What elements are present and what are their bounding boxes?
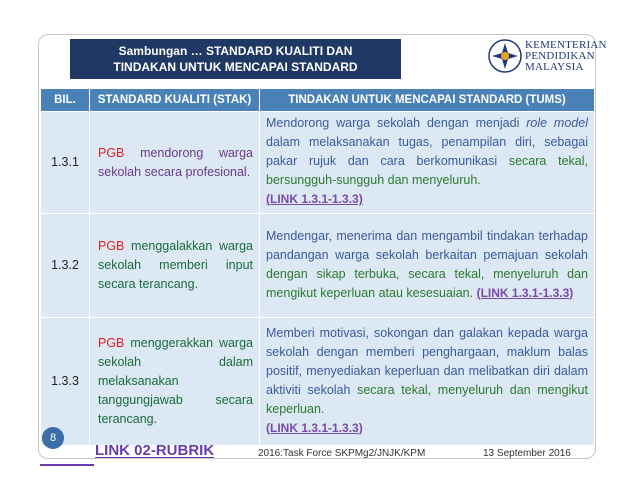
slide-title-line1: Sambungan … STANDARD KUALITI DAN — [118, 44, 353, 58]
ministry-emblem-icon — [488, 39, 522, 73]
row-bil: 1.3.2 — [41, 214, 90, 318]
tums-link[interactable]: (LINK 1.3.1-1.3.3) — [266, 192, 363, 206]
stak-text: menggalakkan warga sekolah memberi input secara terancang. — [98, 239, 253, 291]
row-bil: 1.3.3 — [41, 318, 90, 446]
tums-text: Memberi motivasi, sokongan dan galakan kepada warga sekolah dengan memberi penghargaan, maklum balas positif, menyediakan keperluan dan melibatkan diri dalam aktiviti sekolah — [266, 325, 588, 397]
pgb-label: PGB — [98, 145, 125, 160]
rubrik-link[interactable]: LINK 02-RUBRIK — [95, 442, 215, 459]
row-tums — [260, 214, 595, 318]
tums-text: Mendengar, menerima dan mengambil tindakan terhadap pandangan warga sekolah berkaitan pemajuan sekolah — [266, 228, 588, 262]
row-bil: 1.3.1 — [41, 112, 90, 214]
pgb-label: PGB — [98, 336, 125, 350]
footer-date: 13 September 2016 — [483, 448, 571, 459]
tums-link[interactable]: (LINK 1.3.1-1.3.3) — [476, 285, 574, 300]
col-header-tums: TINDAKAN UNTUK MENCAPAI STANDARD (TUMS) — [260, 89, 595, 112]
tums-text: dalam melaksanakan tugas, penampilan diri, sebagai pakar rujuk dan cara berkomunikasi — [266, 135, 588, 168]
slide-title-line2: TINDAKAN UNTUK MENCAPAI STANDARD — [113, 60, 358, 74]
slide-title — [70, 39, 401, 79]
col-header-stak: STANDARD KUALITI (STAK) — [90, 89, 260, 112]
standards-table — [40, 88, 595, 446]
pgb-label: PGB — [98, 239, 125, 253]
ministry-logo — [488, 38, 607, 74]
row-tums — [260, 318, 595, 446]
table-row — [41, 112, 595, 214]
logo-line1: KEMENTERIAN — [525, 38, 607, 51]
row-tums — [260, 112, 595, 214]
tums-link[interactable]: (LINK 1.3.1-1.3.3) — [266, 420, 363, 435]
tums-role-model: role model — [526, 116, 588, 130]
tums-text-emphasis: secara tekal, bersungguh-sungguh dan menyeluruh. — [266, 154, 588, 187]
tums-text: Mendorong warga sekolah dengan menjadi — [266, 116, 527, 130]
row-stak — [90, 318, 260, 446]
tums-text-emphasis: secara tekal, menyeluruh dan mengikut keperluan. — [266, 382, 588, 416]
row-stak — [90, 214, 260, 318]
tums-text-emphasis: dengan sikap terbuka, secara tekal, menyeluruh dan mengikut keperluan atau kesesuaian. — [266, 266, 588, 300]
table-row — [41, 214, 595, 318]
table-row — [41, 318, 595, 446]
col-header-bil: BIL. — [41, 89, 90, 112]
logo-line2: PENDIDIKAN — [525, 49, 595, 62]
footer-credit: 2016:Task Force SKPMg2/JNJK/KPM — [258, 448, 426, 459]
row-stak — [90, 112, 260, 214]
logo-line3: MALAYSIA — [525, 60, 584, 73]
stak-text: menggerakkan warga sekolah dalam melaksanakan tanggungjawab secara terancang. — [98, 336, 253, 426]
page-number-badge: 8 — [42, 427, 64, 449]
footer-rule — [40, 464, 94, 466]
stak-text: mendorong warga sekolah secara profesional. — [98, 145, 253, 179]
table-header-row — [41, 89, 595, 112]
